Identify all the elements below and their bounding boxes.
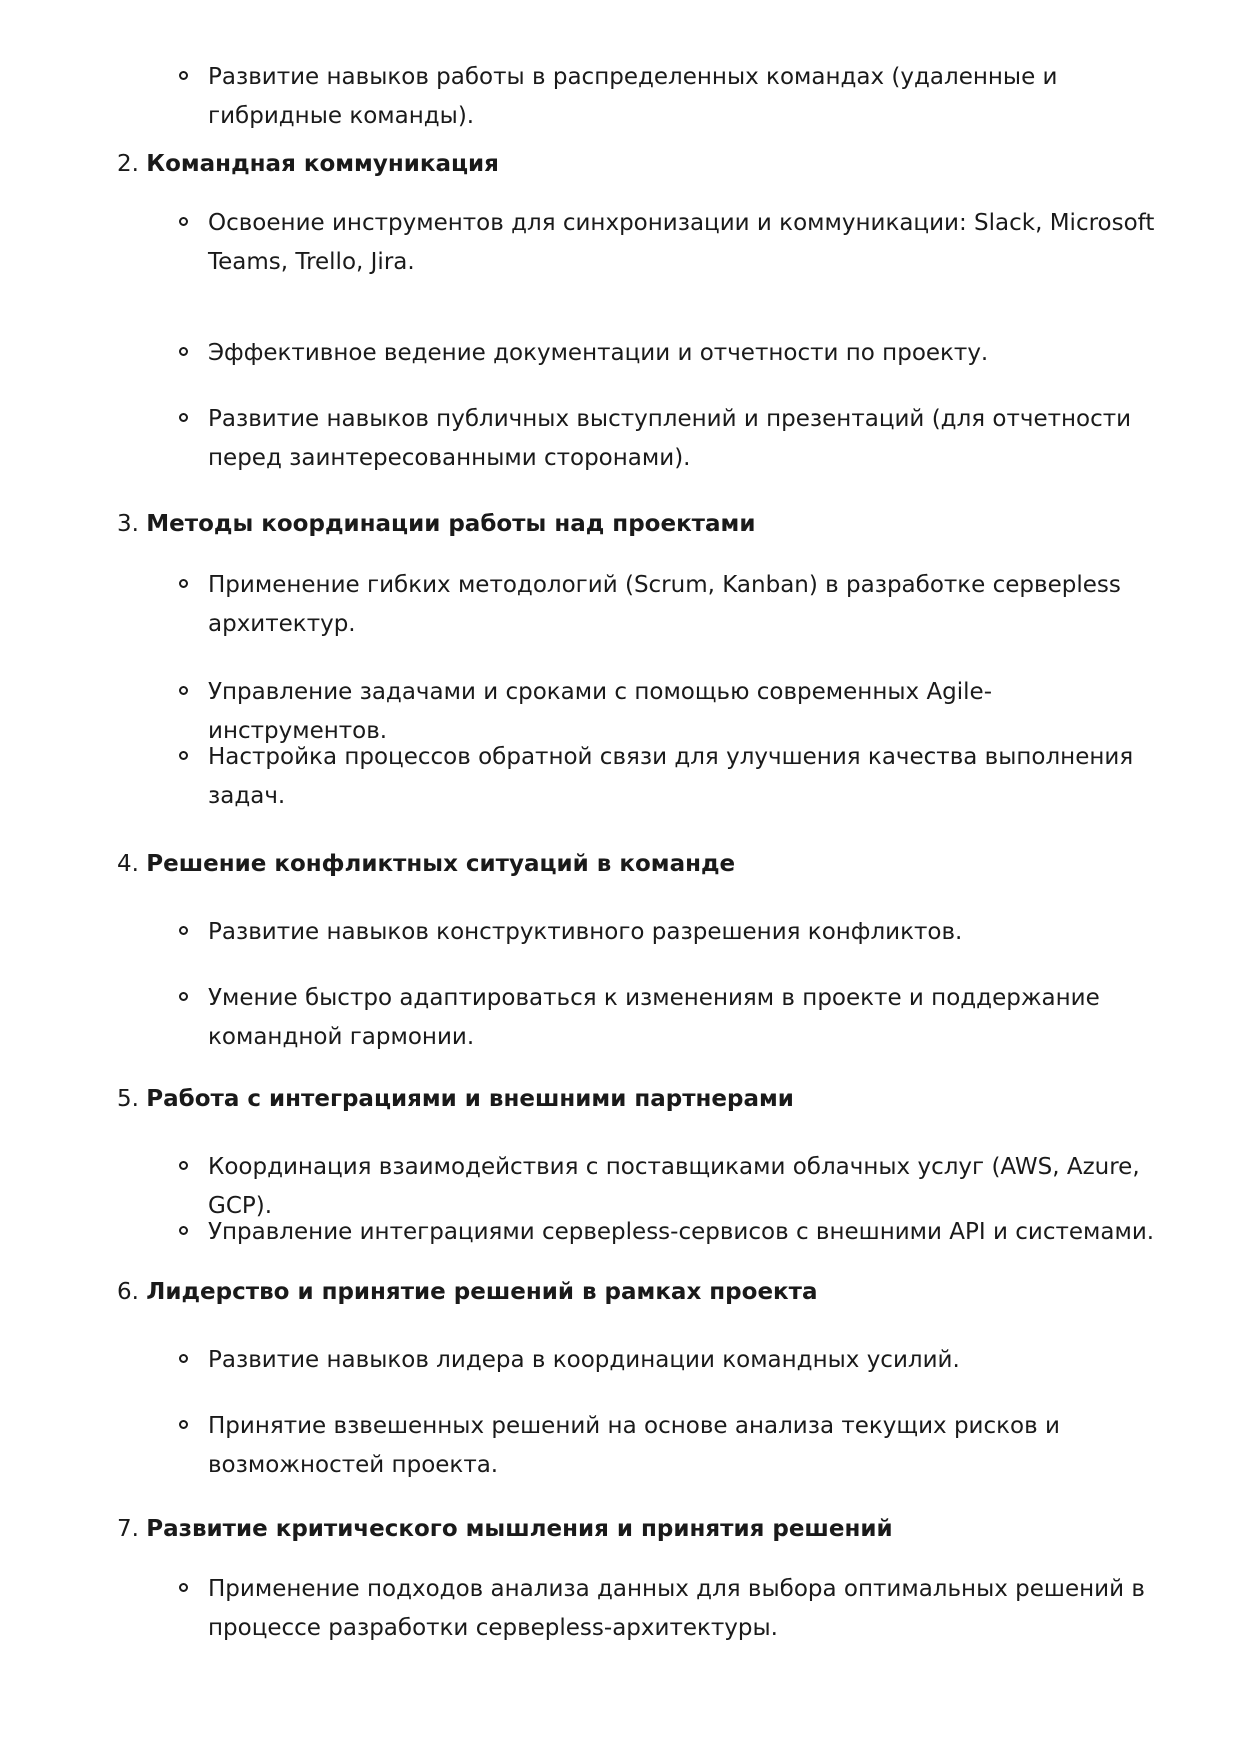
hollow-bullet-icon xyxy=(179,1161,188,1170)
list-item-text: Принятие взвешенных решений на основе анализа текущих рисков и возможностей проекта. xyxy=(208,1413,1060,1478)
list-item xyxy=(208,58,1168,136)
list-item xyxy=(208,334,1168,373)
list-item-text: Применение гибких методологий (Scrum, Kanban) в разработке серверless архитектур. xyxy=(208,572,1121,637)
hollow-bullet-icon xyxy=(179,992,188,1001)
section-number: 6. xyxy=(117,1279,139,1305)
list-item xyxy=(208,738,1168,816)
hollow-bullet-icon xyxy=(179,217,188,226)
list-item xyxy=(208,400,1168,478)
section-heading xyxy=(117,845,735,884)
list-item xyxy=(208,1407,1168,1485)
section-title: Работа с интеграциями и внешними партнерами xyxy=(146,1086,794,1112)
hollow-bullet-icon xyxy=(179,347,188,356)
list-item-text: Настройка процессов обратной связи для улучшения качества выполнения задач. xyxy=(208,744,1134,809)
section-title: Командная коммуникация xyxy=(146,151,499,177)
list-item-text: Эффективное ведение документации и отчетности по проекту. xyxy=(208,340,989,366)
hollow-bullet-icon xyxy=(179,686,188,695)
list-item xyxy=(208,204,1168,282)
list-item xyxy=(208,1570,1168,1648)
hollow-bullet-icon xyxy=(179,413,188,422)
list-item-text: Применение подходов анализа данных для выбора оптимальных решений в процессе разработки серверless-архитектуры. xyxy=(208,1576,1145,1641)
list-item-text: Освоение инструментов для синхронизации и коммуникации: Slack, Microsoft Teams, Trello, Jira. xyxy=(208,210,1155,275)
hollow-bullet-icon xyxy=(179,926,188,935)
list-item-text: Развитие навыков публичных выступлений и презентаций (для отчетности перед заинтересованными сторонами). xyxy=(208,406,1132,471)
list-item-text: Координация взаимодействия с поставщиками облачных услуг (AWS, Azure, GCP). xyxy=(208,1154,1140,1219)
section-heading xyxy=(117,1510,893,1549)
section-heading xyxy=(117,505,755,544)
section-title: Методы координации работы над проектами xyxy=(146,511,756,537)
section-title: Лидерство и принятие решений в рамках проекта xyxy=(146,1279,818,1305)
list-item xyxy=(208,913,1168,952)
hollow-bullet-icon xyxy=(179,71,188,80)
list-item-text: Управление интеграциями серверless-сервисов с внешними API и системами. xyxy=(208,1219,1155,1245)
list-item xyxy=(208,979,1168,1057)
hollow-bullet-icon xyxy=(179,1226,188,1235)
section-number: 3. xyxy=(117,511,139,537)
list-item xyxy=(208,1213,1168,1252)
section-number: 5. xyxy=(117,1086,139,1112)
hollow-bullet-icon xyxy=(179,1420,188,1429)
section-title: Развитие критического мышления и принятия решений xyxy=(146,1516,893,1542)
section-number: 2. xyxy=(117,151,139,177)
list-item-text: Развитие навыков конструктивного разрешения конфликтов. xyxy=(208,919,963,945)
list-item xyxy=(208,1341,1168,1380)
list-item-text: Управление задачами и сроками с помощью современных Agile-инструментов. xyxy=(208,679,993,744)
list-item-text: Развитие навыков работы в распределенных командах (удаленные и гибридные команды). xyxy=(208,64,1058,129)
hollow-bullet-icon xyxy=(179,579,188,588)
list-item-text: Умение быстро адаптироваться к изменениям в проекте и поддержание командной гармонии. xyxy=(208,985,1100,1050)
section-heading xyxy=(117,1080,794,1119)
hollow-bullet-icon xyxy=(179,1583,188,1592)
section-heading xyxy=(117,145,499,184)
hollow-bullet-icon xyxy=(179,751,188,760)
section-title: Решение конфликтных ситуаций в команде xyxy=(146,851,736,877)
section-number: 4. xyxy=(117,851,139,877)
list-item xyxy=(208,566,1168,644)
list-item-text: Развитие навыков лидера в координации командных усилий. xyxy=(208,1347,960,1373)
section-number: 7. xyxy=(117,1516,139,1542)
section-heading xyxy=(117,1273,818,1312)
hollow-bullet-icon xyxy=(179,1354,188,1363)
